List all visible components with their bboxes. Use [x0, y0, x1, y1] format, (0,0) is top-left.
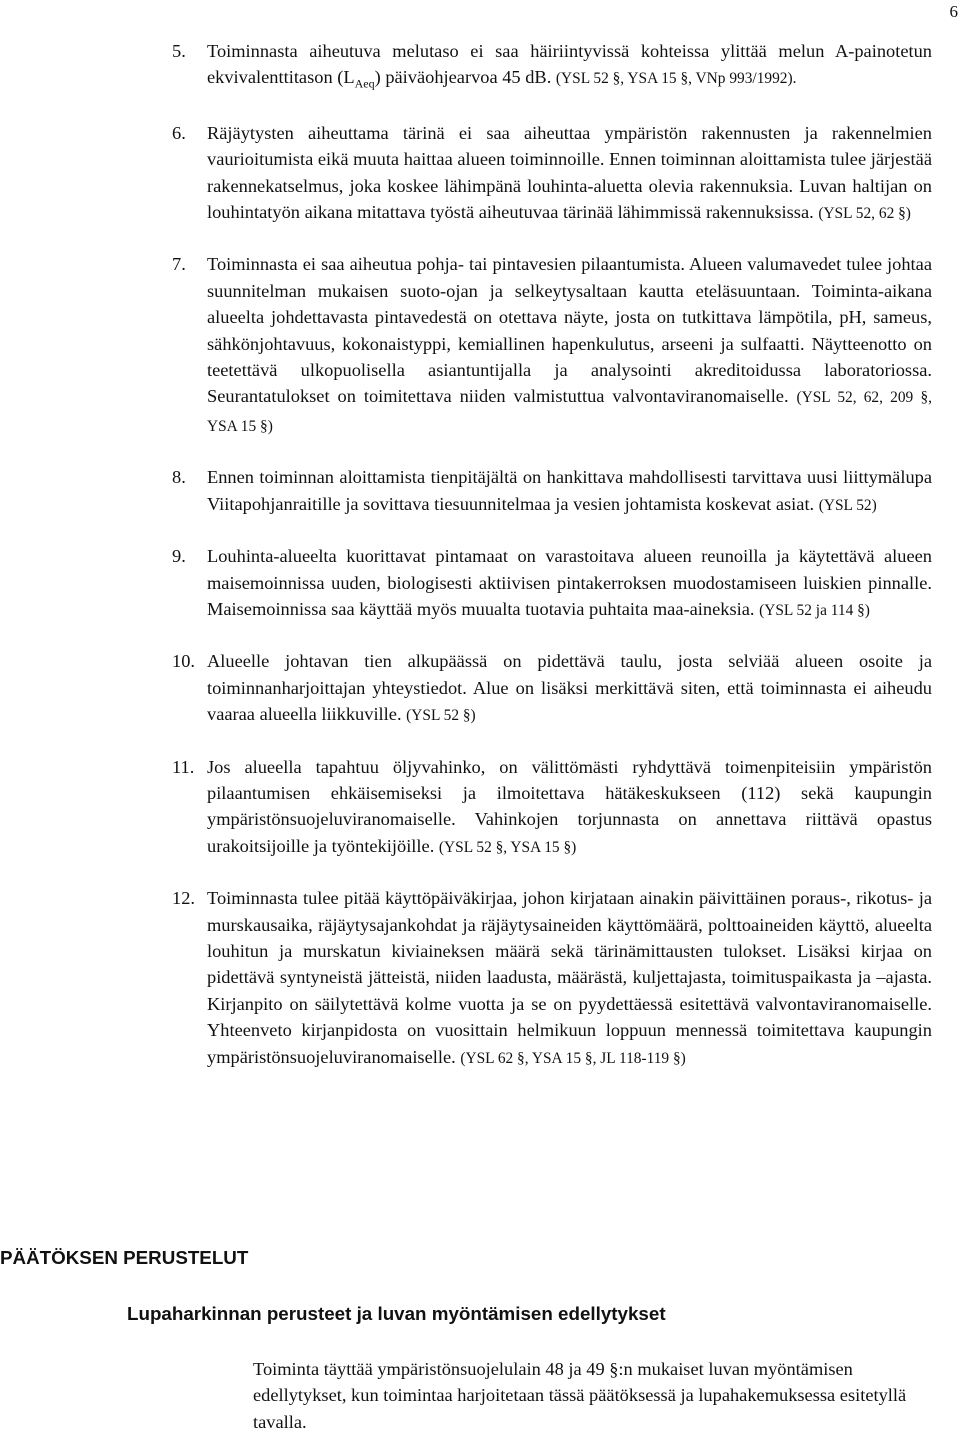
- list-item: [172, 885, 932, 1072]
- item-number: 9.: [172, 546, 186, 567]
- item-reference: (YSL 52): [818, 496, 877, 514]
- conditions-list: [172, 38, 932, 1072]
- item-text: ) päiväohjearvoa 45 dB.: [374, 67, 556, 88]
- item-reference: (YSL 52 §): [406, 707, 476, 725]
- item-text: Toiminnasta tulee pitää käyttöpäiväkirjaa, johon kirjataan ainakin päivittäinen poraus-, rikotus- ja murskausaika, räjäytysajankohdat ja räjäytysaineiden käyttömäärä, polttoaineiden käyttö, alueelta louhitun ja murskatun kiviaineksen määrä sekä tärinämittausten tulokset. Lisäksi kirjaa on pidettävä syntyneistä jätteistä, niiden laadusta, määrästä, kuljettajasta, toimituspaikasta ja –ajasta. Kirjanpito on säilytettävä kolme vuotta ja se on pyydettäessä esitettävä valvontaviranomaiselle. Yhteenveto kirjanpidosta on vuosittain helmikuun loppuun mennessä toimitettava kaupungin ympäristönsuojeluviranomaiselle.: [207, 888, 932, 1067]
- item-text: Räjäytysten aiheuttama tärinä ei saa aiheuttaa ympäristön rakennusten ja rakennelmien vaurioitumista eikä muuta haittaa alueen toiminnoille. Ennen toiminnan aloittamista tulee järjestää rakennekatselmus, joka koskee lähimpänä louhinta-aluetta olevia rakennuksia. Luvan haltijan on louhintatyön aikana mitattava työstä aiheutuvaa tärinää lähimmissä rakennuksissa.: [207, 122, 932, 223]
- list-item: [172, 464, 932, 519]
- item-text: Toiminnasta aiheutuva melutaso ei saa häiriintyvissä kohteissa ylittää melun A-painotetun ekvivalenttitason (L: [207, 41, 932, 88]
- item-reference: (YSL 62 §, YSA 15 §, JL 118-119 §): [460, 1049, 686, 1067]
- item-number: 12.: [172, 888, 195, 909]
- item-number: 7.: [172, 254, 186, 275]
- item-reference: (YSL 52 §, YSA 15 §, VNp 993/1992).: [555, 70, 797, 88]
- item-text: Toiminnasta ei saa aiheutua pohja- tai pintavesien pilaantumista. Alueen valumavedet tulee johtaa suunnitelman mukaisen suoto-ojan ja selkeytysaltaan kautta eteläsuuntaan. Toiminta-aikana alueelta johdettavasta pintavedestä on otettava näyte, josta on tutkittava lämpötila, pH, sameus, sähkönjohtavuus, kokonaistyppi, kemiallinen hapenkulutus, arseeni ja sulfaatti. Näytteenotto on teetettävä ulkopuolisella asiantuntijalla ja analysointi akreditoidussa laboratoriossa. Seurantatulokset on toimitettava niiden valmistuttua valvontaviranomaiselle.: [207, 254, 932, 407]
- item-number: 11.: [172, 756, 195, 777]
- item-reference: (YSL 52, 62, 209 §, YSA 15 §): [207, 389, 932, 435]
- section-subheading: Lupaharkinnan perusteet ja luvan myöntämisen edellytykset: [127, 1303, 666, 1324]
- list-item: [172, 648, 932, 729]
- item-reference: (YSL 52, 62 §): [818, 205, 911, 223]
- list-item: [172, 543, 932, 624]
- item-number: 8.: [172, 467, 186, 488]
- item-text: Jos alueella tapahtuu öljyvahinko, on välittömästi ryhdyttävä toimenpiteisiin ympäristön pilaantumisen ehkäisemiseksi ja ilmoitettava hätäkeskukseen (112) sekä kaupungin ympäristönsuojeluviranomaiselle. Vahinkojen torjunnasta on annettava riittävä opastus urakoitsijoille ja työntekijöille.: [207, 756, 932, 856]
- item-number: 5.: [172, 41, 186, 61]
- item-number: 10.: [172, 651, 195, 672]
- list-item: [172, 120, 932, 228]
- section-paragraph: Toiminta täyttää ympäristönsuojelulain 48 ja 49 §:n mukaiset luvan myöntämisen edellytykset, kun toimintaa harjoitetaan tässä päätöksessä ja lupahakemuksessa esitetyllä tavalla.: [253, 1359, 907, 1432]
- item-subscript: Aeq: [354, 77, 375, 92]
- item-text: Alueelle johtavan tien alkupäässä on pidettävä taulu, josta selviää alueen osoite ja toiminnanharjoittajan yhteystiedot. Alue on lisäksi merkittävä siten, että toiminnasta ei aiheudu vaaraa alueella liikkuville.: [207, 651, 932, 725]
- list-item: [172, 251, 932, 440]
- list-item: [172, 754, 932, 862]
- section-heading: PÄÄTÖKSEN PERUSTELUT: [0, 1247, 249, 1268]
- list-item: [172, 38, 932, 93]
- item-text: Louhinta-alueelta kuorittavat pintamaat on varastoitava alueen reunoilla ja käytettävä alueen maisemoinnissa uuden, biologisesti aktiivisen pintakerroksen muodostamiseen luiskien pinnalle. Maisemoinnissa saa käyttää myös muualta tuotavia puhtaita maa-aineksia.: [207, 546, 932, 619]
- item-number: 6.: [172, 122, 186, 143]
- item-reference: (YSL 52 §, YSA 15 §): [438, 838, 577, 856]
- item-reference: (YSL 52 ja 114 §): [759, 601, 870, 619]
- item-text: Ennen toiminnan aloittamista tienpitäjältä on hankittava mahdollisesti tarvittava uusi liittymälupa Viitapohjanraitille ja sovittava tiesuunnitelmaa ja vesien johtamista koskevat asiat.: [207, 467, 932, 514]
- page-number: 6: [949, 2, 958, 21]
